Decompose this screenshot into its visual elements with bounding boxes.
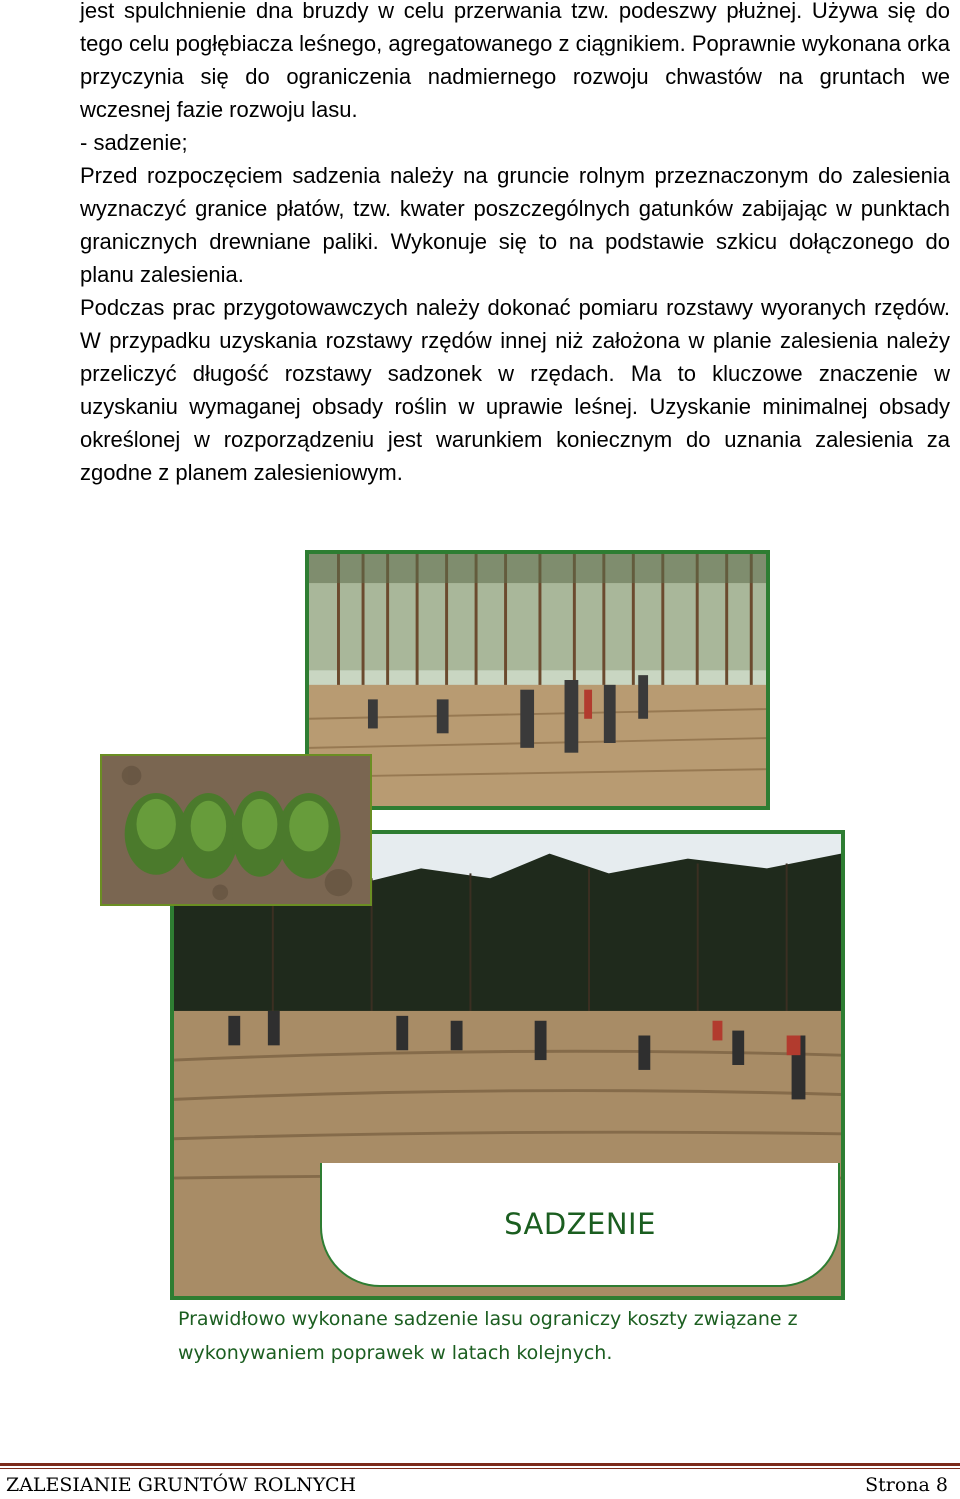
infographic-caption: Prawidłowo wykonane sadzenie lasu ogranicz​y koszty związane z wykonywaniem poprawek w latach kolejnych. — [178, 1308, 798, 1364]
paragraph-ploughing: jest spulchnienie dna bruzdy w celu przerwania tzw. podeszwy płużnej. Używa się do tego celu pogłębiacza leśnego, agregatowanego z ciągnikiem. Poprawnie wykonana orka przyczynia się do ograniczenia nadmiernego rozwoju chwastów na gruntach we wczesnej fazie rozwoju lasu. — [80, 0, 950, 122]
footer-document-title: ZALESIANIE GRUNTÓW ROLNYCH — [6, 1474, 357, 1496]
paragraph-planting-heading: - sadzenie; — [80, 130, 188, 155]
footer-rule-thin — [0, 1468, 960, 1469]
footer-rule-thick — [0, 1463, 960, 1466]
infographic-title-panel — [320, 1163, 840, 1287]
footer-page-number: Strona 8 — [865, 1474, 948, 1496]
infographic-title: SADZENIE — [504, 1207, 656, 1241]
seedlings-photo — [100, 754, 372, 906]
body-text — [80, 0, 950, 489]
paragraph-row-spacing: Podczas prac przygotowawczych należy dokonać pomiaru rozstawy wyoranych rzędów. W przypadku uzyskania rozstawy rzędów innej niż założona w planie zalesienia należy przeliczyć długość rozstawy sadzonek w rzędach. Ma to kluczowe znaczenie w uzyskaniu wymaganej obsady roślin w uprawie leśnej. Uzyskanie minimalnej obsady określonej w rozporządzeniu jest warunkiem koniecznym do uznania zalesienia za zgodne z planem zalesieniowym. — [80, 295, 950, 485]
paragraph-planting-boundaries: Przed rozpoczęciem sadzenia należy na gruncie rolnym przeznaczonym do zalesienia wyznaczyć granice płatów, tzw. kwater poszczególnych gatunków zabijając w punktach granicznych drewniane paliki. Wykonuje się to na podstawie szkicu dołączonego do planu zalesienia. — [80, 163, 950, 287]
planting-photo-forest-edge — [305, 550, 770, 810]
